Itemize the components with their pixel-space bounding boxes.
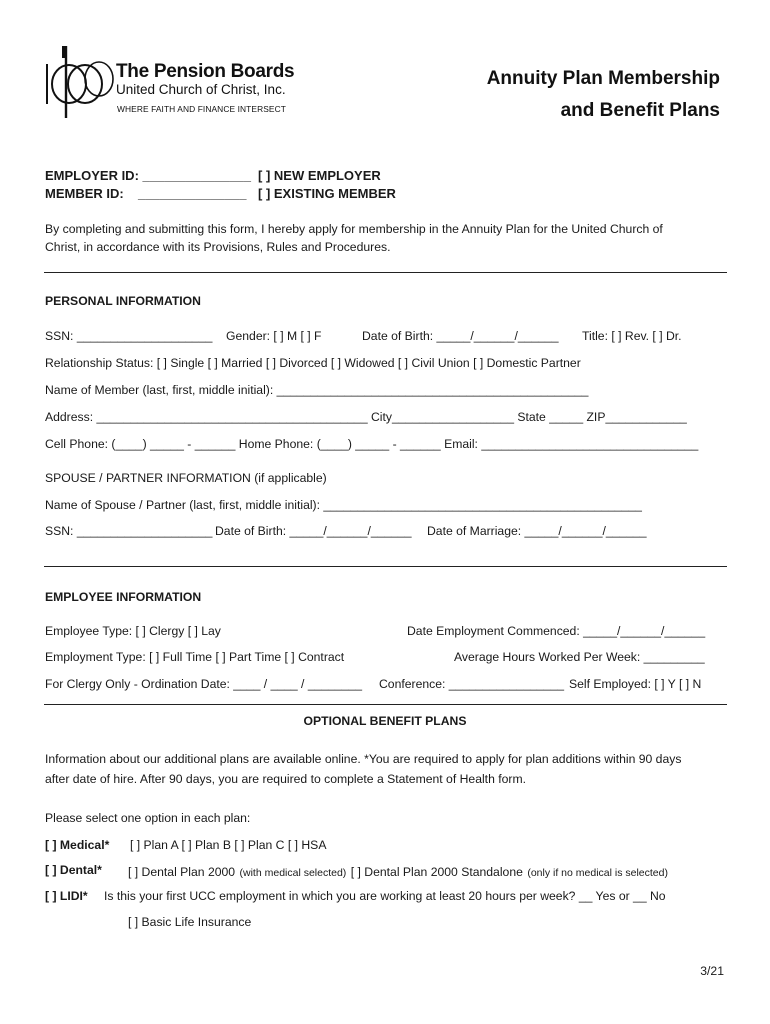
employment-commenced-field[interactable]: Date Employment Commenced: _____/______/______ xyxy=(407,624,706,638)
employment-type-checkboxes[interactable]: Employment Type: [ ] Full Time [ ] Part Time [ ] Contract xyxy=(45,650,345,664)
spouse-ssn-field[interactable]: SSN: ____________________ xyxy=(45,524,213,538)
employee-type-checkboxes[interactable]: Employee Type: [ ] Clergy [ ] Lay xyxy=(45,624,221,638)
org-name: The Pension Boards xyxy=(116,61,295,82)
dental-plan-2000-note: (with medical selected) xyxy=(239,867,347,879)
spouse-heading: SPOUSE / PARTNER INFORMATION (if applicable) xyxy=(45,471,327,485)
medical-plan-options[interactable]: [ ] Plan A [ ] Plan B [ ] Plan C [ ] HSA xyxy=(130,838,327,852)
spouse-dob-field[interactable]: Date of Birth: _____/______/______ xyxy=(215,524,412,538)
medical-checkbox[interactable]: [ ] Medical* xyxy=(45,838,110,852)
phone-email-fields[interactable]: Cell Phone: (____) _____ - ______ Home Phone: (____) _____ - ______ Email: ________________________________ xyxy=(45,437,699,451)
relationship-status-checkboxes[interactable]: Relationship Status: [ ] Single [ ] Married [ ] Divorced [ ] Widowed [ ] Civil Union [ ] Domestic Partner xyxy=(45,356,581,370)
title-checkboxes[interactable]: Title: [ ] Rev. [ ] Dr. xyxy=(582,329,682,343)
optional-benefits-heading: OPTIONAL BENEFIT PLANS xyxy=(303,714,467,728)
dob-field[interactable]: Date of Birth: _____/______/______ xyxy=(362,329,559,343)
conference-field[interactable]: Conference: _________________ xyxy=(379,677,565,691)
lidi-checkbox[interactable]: [ ] LIDI* xyxy=(45,889,88,903)
pension-boards-logo-icon xyxy=(44,44,114,120)
section-divider xyxy=(44,272,727,273)
address-field[interactable]: Address: ________________________________________ City__________________ State _____ ZIP____________ xyxy=(45,410,687,424)
dental-plan-options xyxy=(128,863,668,881)
member-id-label: MEMBER ID: xyxy=(45,186,124,201)
member-name-field[interactable]: Name of Member (last, first, middle initial): ______________________________________________ xyxy=(45,383,589,397)
ssn-field[interactable]: SSN: ____________________ xyxy=(45,329,213,343)
dental-plan-2000-checkbox[interactable]: [ ] Dental Plan 2000 xyxy=(128,865,236,879)
select-instruction: Please select one option in each plan: xyxy=(45,811,251,825)
optional-info-line2: after date of hire. After 90 days, you are required to complete a Statement of Health form. xyxy=(45,772,526,786)
org-subtitle: United Church of Christ, Inc. xyxy=(116,82,286,97)
new-employer-checkbox[interactable]: [ ] NEW EMPLOYER xyxy=(258,168,381,183)
logo xyxy=(44,44,114,120)
avg-hours-field[interactable]: Average Hours Worked Per Week: _________ xyxy=(454,650,705,664)
section-divider xyxy=(44,704,727,705)
gender-checkboxes[interactable]: Gender: [ ] M [ ] F xyxy=(226,329,322,343)
org-tagline: WHERE FAITH AND FINANCE INTERSECT xyxy=(117,104,286,114)
section-divider xyxy=(44,566,727,567)
employee-info-heading: EMPLOYEE INFORMATION xyxy=(45,590,202,604)
member-id-field[interactable]: _______________ xyxy=(138,186,247,201)
dental-plan-standalone-note: (only if no medical is selected) xyxy=(527,867,668,879)
existing-member-checkbox[interactable]: [ ] EXISTING MEMBER xyxy=(258,186,396,201)
form-title-line1: Annuity Plan Membership xyxy=(486,68,720,89)
personal-info-heading: PERSONAL INFORMATION xyxy=(45,294,201,308)
spouse-name-field[interactable]: Name of Spouse / Partner (last, first, middle initial): _______________________________________________ xyxy=(45,498,642,512)
basic-life-checkbox[interactable]: [ ] Basic Life Insurance xyxy=(128,915,252,929)
ordination-date-field[interactable]: For Clergy Only - Ordination Date: ____ / ____ / ________ xyxy=(45,677,363,691)
form-title-line2: and Benefit Plans xyxy=(560,100,720,121)
marriage-date-field[interactable]: Date of Marriage: _____/______/______ xyxy=(427,524,647,538)
page-number: 3/21 xyxy=(700,964,724,978)
lidi-question[interactable]: Is this your first UCC employment in which you are working at least 20 hours per week? __ Yes or __ No xyxy=(104,889,666,903)
dental-plan-standalone-checkbox[interactable]: [ ] Dental Plan 2000 Standalone xyxy=(350,865,523,879)
dental-checkbox[interactable]: [ ] Dental* xyxy=(45,863,102,877)
intro-text-line1: By completing and submitting this form, I hereby apply for membership in the Annuity Plan for the United Church of xyxy=(45,222,663,236)
self-employed-checkboxes[interactable]: Self Employed: [ ] Y [ ] N xyxy=(569,677,702,691)
optional-info-line1: Information about our additional plans are available online. *You are required to apply for plan additions within 90 days xyxy=(45,752,682,766)
employer-id-field[interactable]: EMPLOYER ID: _______________ xyxy=(45,168,251,183)
intro-text-line2: Christ, in accordance with its Provisions, Rules and Procedures. xyxy=(45,240,391,254)
